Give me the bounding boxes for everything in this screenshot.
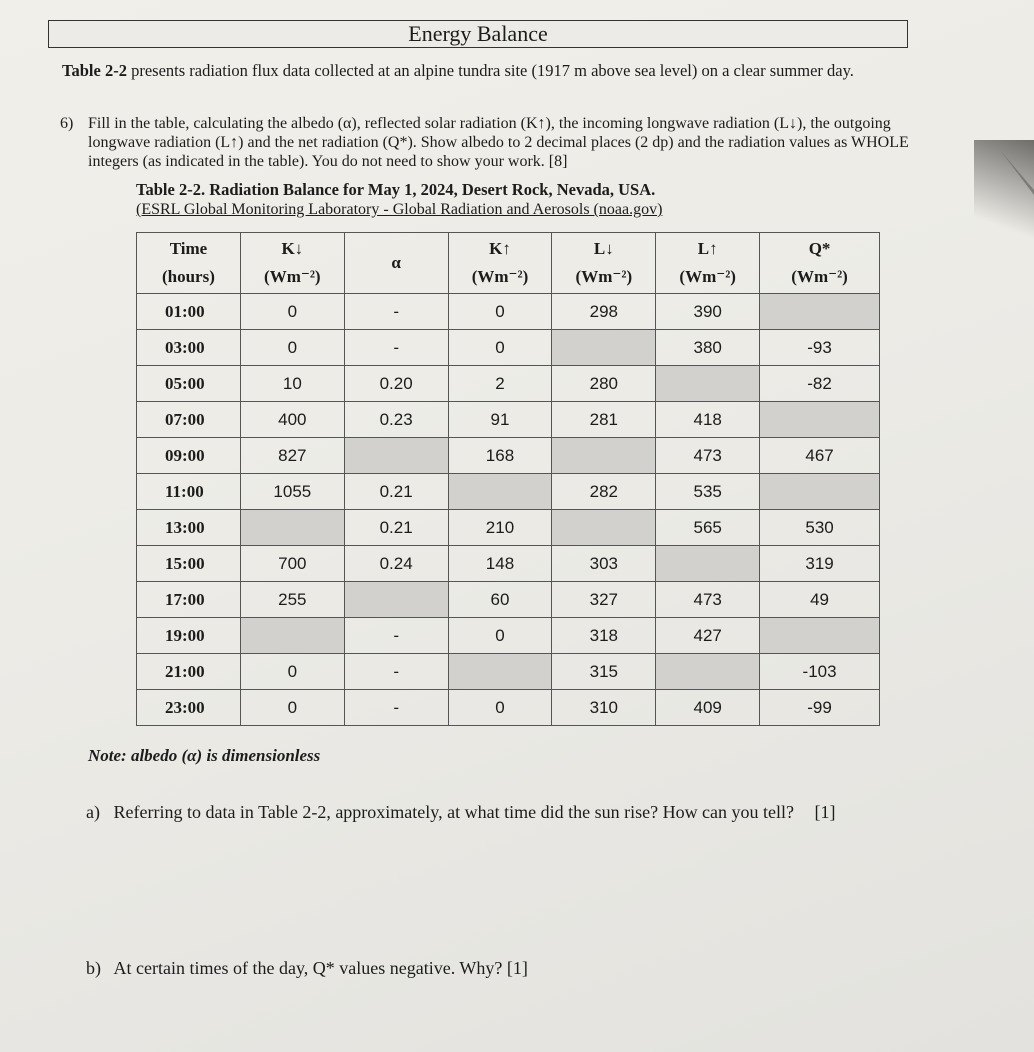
- time-cell: 19:00: [137, 618, 241, 654]
- value-cell: 319: [760, 546, 880, 582]
- table-row: [137, 294, 880, 330]
- question-6-number: 6): [60, 115, 74, 132]
- time-cell: 01:00: [137, 294, 241, 330]
- question-b-label: b): [86, 958, 101, 978]
- value-cell: -: [344, 294, 448, 330]
- blank-answer-cell[interactable]: [552, 510, 656, 546]
- radiation-balance-table: [136, 232, 880, 726]
- table-row: [137, 654, 880, 690]
- value-cell: 0: [240, 294, 344, 330]
- time-cell: 11:00: [137, 474, 241, 510]
- value-cell: 60: [448, 582, 552, 618]
- column-header-unit: (Wm⁻²): [791, 267, 848, 286]
- column-header-symbol: K↑: [489, 239, 511, 258]
- value-cell: -: [344, 654, 448, 690]
- table-row: [137, 690, 880, 726]
- value-cell: 473: [656, 438, 760, 474]
- value-cell: 10: [240, 366, 344, 402]
- table-source-link[interactable]: (ESRL Global Monitoring Laboratory - Global Radiation and Aerosols (noaa.gov): [136, 201, 663, 218]
- column-header-2: [344, 233, 448, 294]
- value-cell: 0.23: [344, 402, 448, 438]
- blank-answer-cell[interactable]: [552, 438, 656, 474]
- question-a-text: Referring to data in Table 2-2, approximately, at what time did the sun rise? How can you tell?: [113, 802, 795, 822]
- value-cell: 418: [656, 402, 760, 438]
- time-cell: 05:00: [137, 366, 241, 402]
- blank-answer-cell[interactable]: [344, 438, 448, 474]
- value-cell: -103: [760, 654, 880, 690]
- value-cell: -: [344, 618, 448, 654]
- column-header-unit: (Wm⁻²): [679, 267, 736, 286]
- value-cell: 409: [656, 690, 760, 726]
- value-cell: 0: [240, 654, 344, 690]
- blank-answer-cell[interactable]: [760, 474, 880, 510]
- value-cell: 530: [760, 510, 880, 546]
- column-header-5: [656, 233, 760, 294]
- value-cell: -: [344, 330, 448, 366]
- value-cell: 310: [552, 690, 656, 726]
- table-row: [137, 510, 880, 546]
- value-cell: 327: [552, 582, 656, 618]
- value-cell: 827: [240, 438, 344, 474]
- table-row: [137, 582, 880, 618]
- value-cell: 303: [552, 546, 656, 582]
- column-header-unit: (Wm⁻²): [575, 267, 633, 286]
- value-cell: 0: [448, 618, 552, 654]
- column-header-symbol: Time: [169, 239, 208, 258]
- blank-answer-cell[interactable]: [344, 582, 448, 618]
- column-header-symbol: L↓: [593, 239, 614, 258]
- time-cell: 03:00: [137, 330, 241, 366]
- time-cell: 13:00: [137, 510, 241, 546]
- value-cell: 0: [240, 330, 344, 366]
- blank-answer-cell[interactable]: [656, 366, 760, 402]
- column-header-symbol: K↓: [281, 239, 304, 258]
- value-cell: 473: [656, 582, 760, 618]
- value-cell: 700: [240, 546, 344, 582]
- value-cell: 0.24: [344, 546, 448, 582]
- question-6: [60, 114, 915, 171]
- value-cell: 298: [552, 294, 656, 330]
- value-cell: 390: [656, 294, 760, 330]
- value-cell: 281: [552, 402, 656, 438]
- albedo-note: Note: albedo (α) is dimensionless: [88, 746, 321, 765]
- value-cell: -93: [760, 330, 880, 366]
- value-cell: 0.21: [344, 474, 448, 510]
- value-cell: 91: [448, 402, 552, 438]
- intro-table-ref: Table 2-2: [62, 61, 127, 80]
- column-header-symbol: Q*: [808, 239, 831, 258]
- value-cell: -82: [760, 366, 880, 402]
- blank-answer-cell[interactable]: [240, 618, 344, 654]
- value-cell: -99: [760, 690, 880, 726]
- value-cell: 2: [448, 366, 552, 402]
- section-title: Energy Balance: [408, 21, 548, 46]
- value-cell: 380: [656, 330, 760, 366]
- value-cell: 0: [448, 294, 552, 330]
- question-6-text: Fill in the table, calculating the albedo (α), reflected solar radiation (K↑), the incoming longwave radiation (L↓), the outgoing longwave radiation (L↑) and the net radiation (Q*). Show albedo to 2 decimal places (2 dp) and the radiation values as WHOLE integers (as indicated in the table). You do not need to show your work. [8]: [88, 115, 909, 170]
- blank-answer-cell[interactable]: [448, 654, 552, 690]
- value-cell: 1055: [240, 474, 344, 510]
- time-cell: 09:00: [137, 438, 241, 474]
- intro-paragraph: [62, 60, 912, 81]
- value-cell: 565: [656, 510, 760, 546]
- section-title-box: [48, 20, 908, 48]
- table-caption: Table 2-2. Radiation Balance for May 1, 2024, Desert Rock, Nevada, USA.: [136, 180, 656, 199]
- column-header-1: [240, 233, 344, 294]
- column-header-unit: (hours): [161, 267, 215, 286]
- question-b-text: At certain times of the day, Q* values negative. Why? [1]: [113, 958, 528, 978]
- value-cell: 315: [552, 654, 656, 690]
- table-row: [137, 438, 880, 474]
- blank-answer-cell[interactable]: [656, 546, 760, 582]
- table-row: [137, 330, 880, 366]
- table-row: [137, 474, 880, 510]
- table-header-row: [137, 233, 880, 294]
- column-header-3: [448, 233, 552, 294]
- table-row: [137, 618, 880, 654]
- blank-answer-cell[interactable]: [760, 618, 880, 654]
- value-cell: 0: [240, 690, 344, 726]
- time-cell: 17:00: [137, 582, 241, 618]
- value-cell: 535: [656, 474, 760, 510]
- time-cell: 21:00: [137, 654, 241, 690]
- time-cell: 07:00: [137, 402, 241, 438]
- time-cell: 15:00: [137, 546, 241, 582]
- table-row: [137, 366, 880, 402]
- question-a: [86, 802, 836, 823]
- value-cell: 0.21: [344, 510, 448, 546]
- value-cell: 282: [552, 474, 656, 510]
- value-cell: 0: [448, 330, 552, 366]
- time-cell: 23:00: [137, 690, 241, 726]
- blank-answer-cell[interactable]: [552, 330, 656, 366]
- blank-answer-cell[interactable]: [760, 402, 880, 438]
- intro-text: presents radiation flux data collected at an alpine tundra site (1917 m above sea level) on a clear summer day.: [126, 61, 854, 80]
- column-header-symbol: L↑: [697, 239, 718, 258]
- question-a-label: a): [86, 802, 100, 822]
- column-header-6: [760, 233, 880, 294]
- column-header-0: [137, 233, 241, 294]
- blank-answer-cell[interactable]: [448, 474, 552, 510]
- value-cell: -: [344, 690, 448, 726]
- table-row: [137, 402, 880, 438]
- value-cell: 210: [448, 510, 552, 546]
- column-header-unit: (Wm⁻²): [264, 267, 321, 286]
- value-cell: 255: [240, 582, 344, 618]
- blank-answer-cell[interactable]: [760, 294, 880, 330]
- column-header-4: [552, 233, 656, 294]
- value-cell: 318: [552, 618, 656, 654]
- table-body: [137, 294, 880, 726]
- blank-answer-cell[interactable]: [240, 510, 344, 546]
- blank-answer-cell[interactable]: [656, 654, 760, 690]
- value-cell: 467: [760, 438, 880, 474]
- value-cell: 400: [240, 402, 344, 438]
- value-cell: 427: [656, 618, 760, 654]
- question-b: [86, 958, 528, 979]
- table-row: [137, 546, 880, 582]
- value-cell: 0: [448, 690, 552, 726]
- column-header-symbol: α: [391, 253, 401, 272]
- value-cell: 148: [448, 546, 552, 582]
- value-cell: 49: [760, 582, 880, 618]
- value-cell: 168: [448, 438, 552, 474]
- value-cell: 0.20: [344, 366, 448, 402]
- column-header-unit: (Wm⁻²): [471, 267, 529, 286]
- value-cell: 280: [552, 366, 656, 402]
- question-a-marks: [1]: [814, 802, 836, 822]
